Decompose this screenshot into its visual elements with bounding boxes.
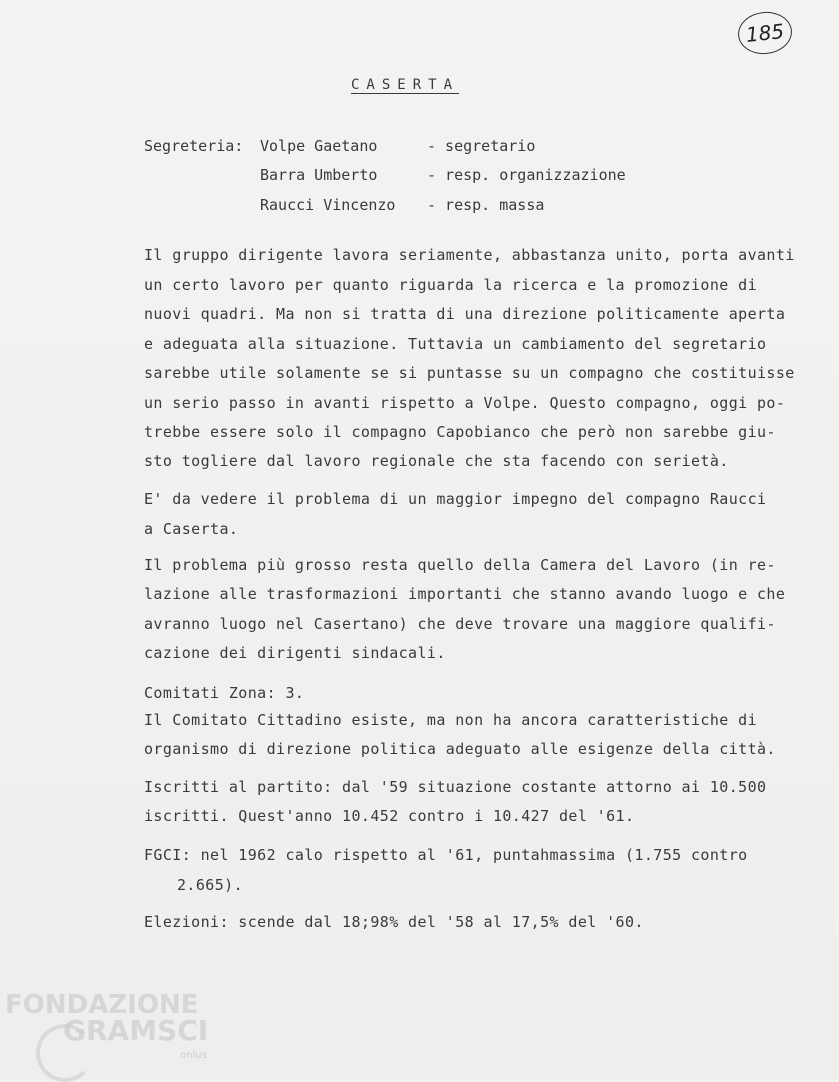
- comitati-zona-line: Comitati Zona: 3.: [144, 684, 305, 702]
- segreteria-member-role: - resp. massa: [427, 196, 545, 214]
- paragraph-line: Il Comitato Cittadino esiste, ma non ha ancora caratteristiche di: [144, 711, 757, 729]
- paragraph-line: e adeguata alla situazione. Tuttavia un cambiamento del segretario: [144, 335, 767, 353]
- page-number: 185: [736, 9, 794, 56]
- segreteria-member-role: - segretario: [427, 137, 536, 155]
- elezioni-line: Elezioni: scende dal 18;98% del '58 al 17,5% del '60.: [144, 913, 644, 931]
- paragraph-line: cazione dei dirigenti sindacali.: [144, 644, 446, 662]
- paragraph-line: lazione alle trasformazioni importanti che stanno avando luogo e che: [144, 585, 786, 603]
- segreteria-member-role: - resp. organizzazione: [427, 166, 626, 184]
- fgci-line: FGCI: nel 1962 calo rispetto al '61, puntahmassima (1.755 contro: [144, 846, 748, 864]
- fondazione-gramsci-watermark: [5, 990, 208, 1047]
- paragraph-line: E' da vedere il problema di un maggior impegno del compagno Raucci: [144, 490, 767, 508]
- iscritti-line: Iscritti al partito: dal '59 situazione costante attorno ai 10.500: [144, 778, 767, 796]
- gramsci-logo-icon: [36, 1024, 94, 1082]
- paragraph-line: Il gruppo dirigente lavora seriamente, abbastanza unito, porta avanti: [144, 246, 795, 264]
- watermark-onlus: onlus: [180, 1050, 207, 1061]
- segreteria-member-name: Raucci Vincenzo: [260, 196, 396, 214]
- segreteria-label: Segreteria:: [144, 137, 244, 155]
- paragraph-line: avranno luogo nel Casertano) che deve trovare una maggiore qualifi-: [144, 615, 776, 633]
- watermark-line-1: FONDAZIONE: [5, 990, 199, 1020]
- segreteria-member-name: Volpe Gaetano: [260, 137, 378, 155]
- iscritti-line: iscritti. Quest'anno 10.452 contro i 10.427 del '61.: [144, 807, 635, 825]
- paragraph-line: un certo lavoro per quanto riguarda la ricerca e la promozione di: [144, 276, 757, 294]
- paragraph-line: a Caserta.: [144, 520, 239, 538]
- paragraph-line: trebbe essere solo il compagno Capobianco che però non sarebbe giu-: [144, 423, 776, 441]
- watermark-line-2: GRAMSCI: [63, 1014, 209, 1047]
- document-title: CASERTA: [351, 77, 460, 93]
- paragraph-line: organismo di direzione politica adeguato alle esigenze della città.: [144, 740, 776, 758]
- fgci-line: 2.665).: [177, 876, 244, 894]
- paragraph-line: un serio passo in avanti rispetto a Volpe. Questo compagno, oggi po-: [144, 394, 786, 412]
- paragraph-line: Il problema più grosso resta quello della Camera del Lavoro (in re-: [144, 556, 776, 574]
- paragraph-line: nuovi quadri. Ma non si tratta di una direzione politicamente aperta: [144, 305, 786, 323]
- paragraph-line: sarebbe utile solamente se si puntasse su un compagno che costituisse: [144, 364, 795, 382]
- segreteria-member-name: Barra Umberto: [260, 166, 378, 184]
- paragraph-line: sto togliere dal lavoro regionale che sta facendo con serietà.: [144, 452, 729, 470]
